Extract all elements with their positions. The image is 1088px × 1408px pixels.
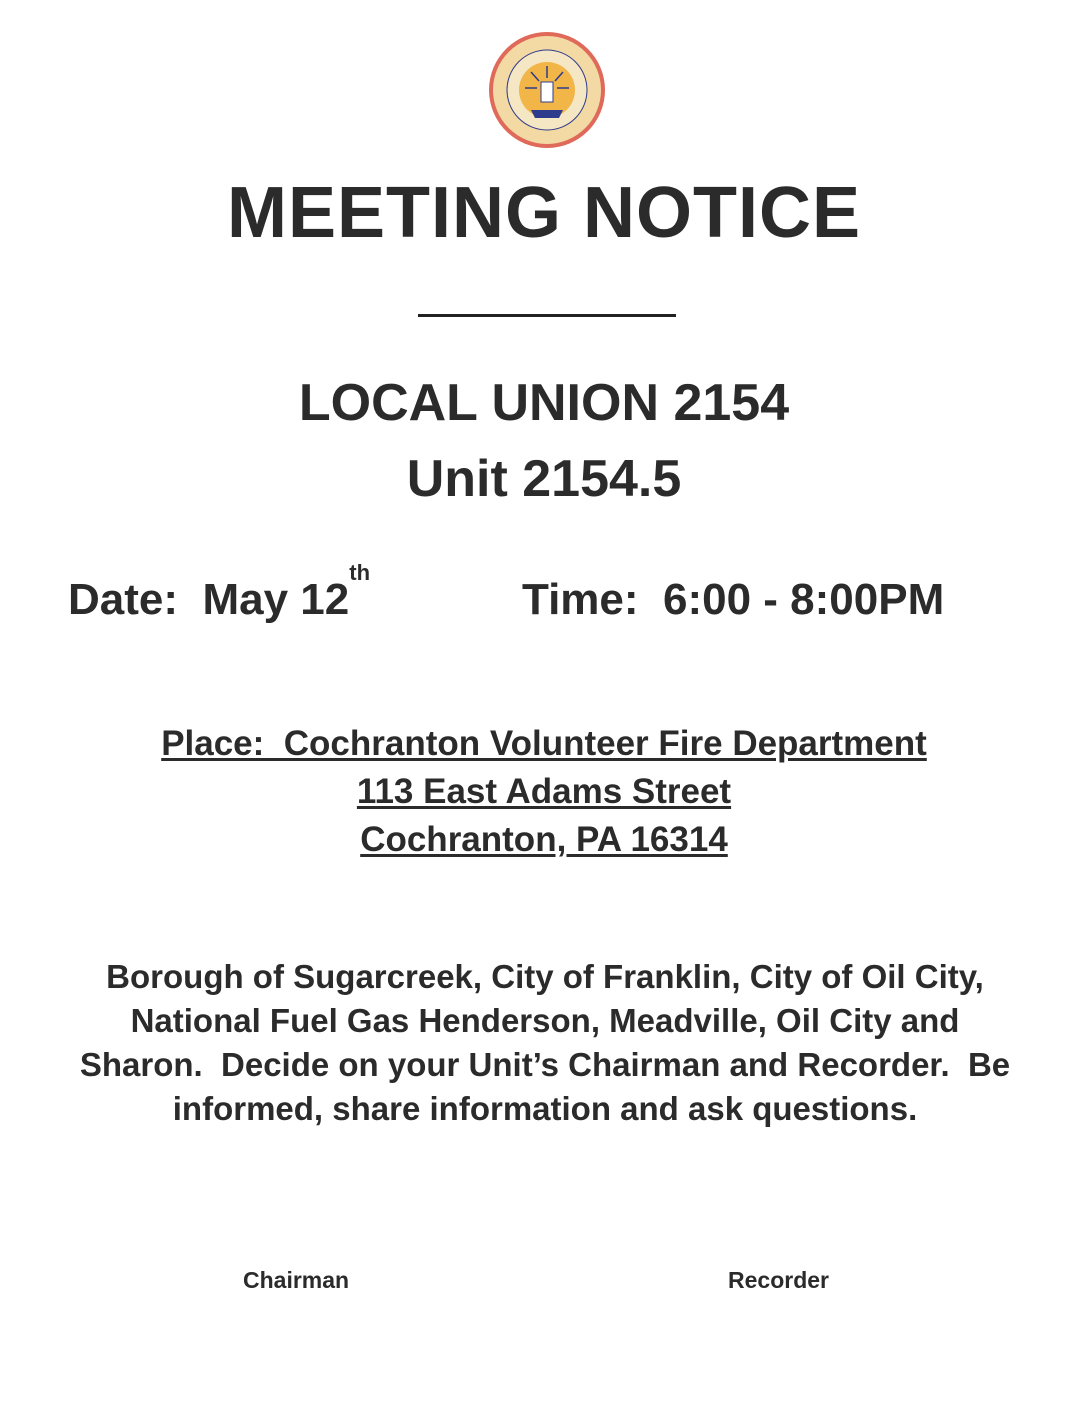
title-divider — [418, 314, 676, 317]
date-ordinal-suffix: th — [349, 560, 371, 585]
meeting-description: Borough of Sugarcreek, City of Franklin, City of Oil City, National Fuel Gas Henderson, Meadville, Oil City and Sharon. Decide on your Unit’s Chairman and Recorder. Be informed, share information and ask questions. — [79, 958, 1020, 1127]
meeting-date — [68, 560, 371, 630]
place-line-1: Place: Cochranton Volunteer Fire Department — [161, 724, 927, 763]
place-line-2: 113 East Adams Street — [356, 772, 732, 811]
meeting-time — [522, 570, 944, 630]
time-value: 6:00 - 8:00PM — [663, 575, 945, 624]
unit-heading: Unit 2154.5 — [406, 450, 682, 508]
date-label: Date: — [68, 575, 179, 624]
page-title: MEETING NOTICE — [226, 173, 861, 253]
chairman-label: Chairman — [243, 1267, 350, 1293]
ibew-seal-logo — [487, 30, 607, 150]
recorder-label: Recorder — [728, 1267, 829, 1293]
date-value: May 12 — [202, 575, 350, 624]
time-label: Time: — [522, 575, 639, 624]
place-line-3: Cochranton, PA 16314 — [360, 820, 728, 859]
meeting-place — [0, 720, 1088, 864]
local-union-heading: LOCAL UNION 2154 — [298, 374, 790, 432]
